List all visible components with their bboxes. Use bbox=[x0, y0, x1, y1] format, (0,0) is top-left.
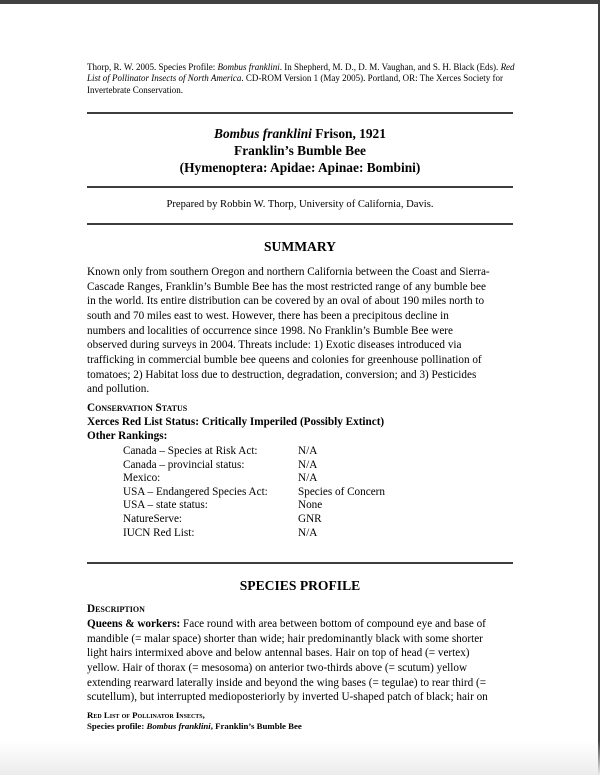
ranking-row bbox=[87, 527, 385, 541]
footer-text: , Franklin’s Bumble Bee bbox=[210, 721, 302, 732]
ranking-row bbox=[87, 445, 385, 459]
species-title-line bbox=[87, 125, 513, 142]
ranking-value: N/A bbox=[298, 526, 318, 539]
citation-line bbox=[87, 62, 515, 73]
species-name-italic: Bombus franklini bbox=[214, 126, 312, 141]
queens-workers-lead: Queens & workers: bbox=[87, 618, 181, 630]
citation-line bbox=[87, 85, 515, 96]
citation-text: . CD-ROM Version 1 (May 2005). Portland, OR: The Xerces Society for bbox=[241, 73, 503, 84]
summary-line: trafficking in commercial bumble bee queens and colonies for greenhouse pollination of bbox=[87, 353, 482, 366]
conservation-status-section bbox=[87, 401, 385, 540]
summary-line: and pollution. bbox=[87, 383, 150, 396]
byline: Prepared by Robbin W. Thorp, University of California, Davis. bbox=[166, 199, 434, 210]
page-footer bbox=[87, 710, 302, 733]
citation-text: Thorp, R. W. 2005. Species Profile: bbox=[87, 62, 218, 72]
ranking-value: None bbox=[298, 499, 323, 512]
ranking-label: Canada – provincial status: bbox=[123, 458, 245, 471]
species-author-year: Frison, 1921 bbox=[311, 126, 386, 141]
citation-text: . In Shepherd, M. D., D. M. Vaughan, and S. H. Black (Eds). bbox=[279, 62, 501, 72]
summary-line: in the world. Its entire distribution can be covered by an oval of about 190 miles north to bbox=[87, 295, 485, 308]
ranking-value: Species of Concern bbox=[298, 485, 385, 498]
description-line bbox=[87, 617, 488, 632]
ranking-value: N/A bbox=[298, 472, 318, 485]
citation-species-italic: Bombus franklini bbox=[217, 62, 280, 72]
citation-text: Invertebrate Conservation. bbox=[87, 84, 183, 95]
ranking-value: N/A bbox=[298, 458, 318, 471]
description-text: Face round with area between bottom of compound eye and base of bbox=[180, 618, 486, 630]
ranking-row bbox=[87, 486, 385, 500]
ranking-row bbox=[87, 513, 385, 527]
citation-title-italic: Red bbox=[500, 62, 515, 72]
rankings-list bbox=[87, 445, 385, 540]
citation bbox=[87, 62, 515, 96]
ranking-label: USA – Endangered Species Act: bbox=[123, 485, 268, 498]
footer-species-italic: Bombus franklini bbox=[146, 721, 211, 732]
citation-title-italic: List of Pollinator Insects of North America bbox=[87, 73, 242, 84]
description-line: light hairs intermixed above and below antennal bases. Hair on top of head (= vertex) bbox=[87, 647, 470, 660]
summary-line: numbers and localities of occurrence since 1998. No Franklin’s Bumble Bee were bbox=[87, 324, 453, 337]
conservation-status-heading: Conservation Status bbox=[87, 402, 188, 414]
summary-line: Cascade Ranges, Franklin’s Bumble Bee has the most restricted range of any bumble bee bbox=[87, 280, 486, 293]
divider bbox=[87, 223, 513, 225]
ranking-value: GNR bbox=[298, 512, 322, 525]
divider bbox=[87, 112, 513, 114]
title-common-name: Franklin’s Bumble Bee bbox=[234, 143, 366, 158]
window-top-edge bbox=[0, 0, 600, 4]
citation-line bbox=[87, 73, 515, 84]
summary-paragraph bbox=[87, 265, 490, 397]
summary-line: observed during surveys in 2004. Threats include: 1) Exotic diseases introduced via bbox=[87, 339, 462, 352]
other-rankings-label: Other Rankings: bbox=[87, 430, 168, 442]
ranking-row bbox=[87, 499, 385, 513]
ranking-row bbox=[87, 472, 385, 486]
description-paragraph bbox=[87, 617, 488, 705]
description-line: yellow. Hair of thorax (= mesosoma) on anterior two-thirds above (= scutum) yellow bbox=[87, 661, 468, 674]
summary-heading: SUMMARY bbox=[263, 239, 336, 254]
summary-line: Known only from southern Oregon and northern California between the Coast and Sierra- bbox=[87, 266, 490, 278]
ranking-label: Canada – Species at Risk Act: bbox=[123, 445, 258, 457]
page-bottom-fade bbox=[0, 741, 600, 775]
ranking-label: IUCN Red List: bbox=[123, 526, 195, 539]
summary-line: south and 70 miles east to west. However, there has been a precipitous decline in bbox=[87, 309, 449, 322]
description-line: scutellum), but interrupted medioposteriorly by inverted U-shaped patch of black; hair on bbox=[87, 691, 488, 704]
xerces-status-line: Xerces Red List Status: Critically Imperiled (Possibly Extinct) bbox=[87, 416, 385, 428]
ranking-row bbox=[87, 459, 385, 473]
summary-line: tomatoes; 2) Habitat loss due to destruction, degradation, conversion; and 3) Pesticides bbox=[87, 368, 477, 381]
ranking-value: N/A bbox=[298, 445, 318, 457]
ranking-label: NatureServe: bbox=[123, 512, 183, 525]
ranking-label: Mexico: bbox=[123, 472, 161, 485]
footer-series-line: Red List of Pollinator Insects, bbox=[87, 710, 205, 720]
description-line: mandible (= malar space) shorter than wide; hair predominantly black with some shorter bbox=[87, 632, 483, 645]
divider bbox=[87, 186, 513, 188]
footer-species-line bbox=[87, 721, 302, 732]
title-block bbox=[87, 125, 513, 176]
species-profile-heading: SPECIES PROFILE bbox=[239, 578, 361, 593]
description-heading: Description bbox=[87, 603, 145, 615]
ranking-label: USA – state status: bbox=[123, 499, 208, 512]
divider bbox=[87, 562, 513, 564]
title-taxonomy: (Hymenoptera: Apidae: Apinae: Bombini) bbox=[179, 160, 421, 175]
footer-text: Species profile: bbox=[87, 721, 147, 732]
description-line: extending rearward laterally inside and beyond the wing bases (= tegulae) to rear third (= bbox=[87, 676, 487, 689]
